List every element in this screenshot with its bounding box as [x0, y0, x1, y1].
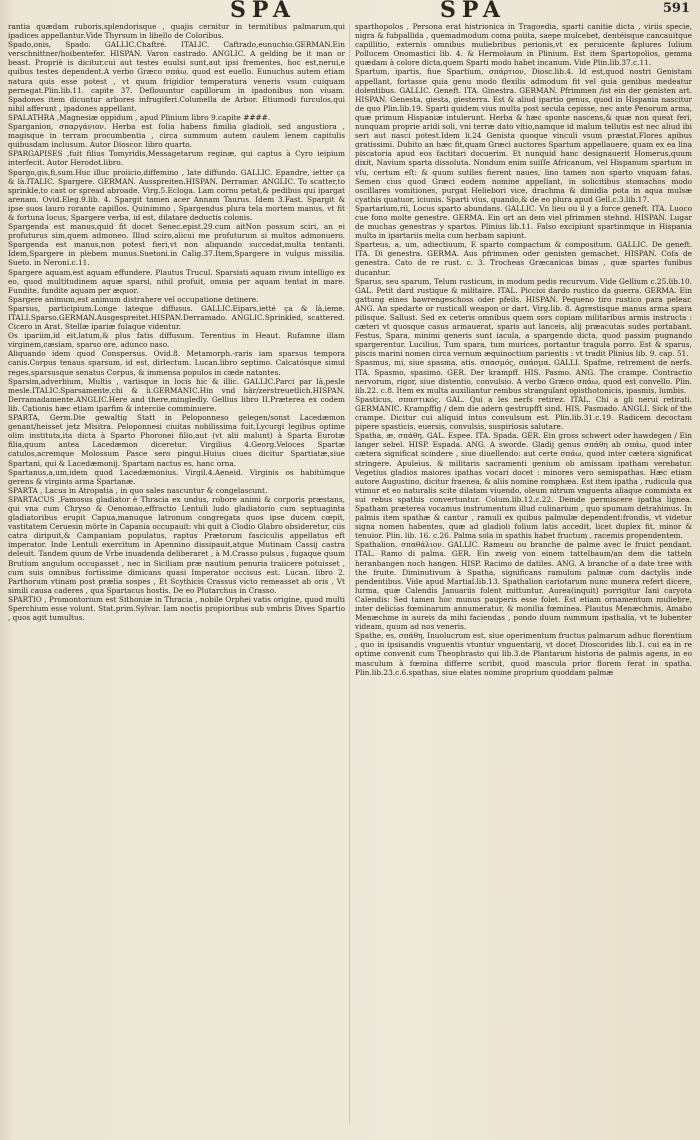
right-entry: Spasmus, mi, siue spasma, atis. σπασμός, σπάσμα. GALLI. Spafme, retrement de nerfs. ITA. Spasmo, spasimo. GER. Der krampff. HIS. Pasmo. ANG. The crampe. Contractio nervorum, rigor, siue distentio, convulsio. A verbo Græco σπάω, quod est convello. Plin. lib.22. c.8. Item ex multa auxiliantur rembus strangulant opisthotonicis, ipasmis, lumbis. — [355, 358, 692, 395]
left-entry: Spado,onis, Spado. GALLIC.Chaftré. ITALIC. Caftrado,eunuchio.GERMAN.Ein verschnittner/hoibentefer. HISPAN. Varon castrado. ANGLIC. A gelding be it man or beast. Propriè is dicitur,cui aut testes euulsi sunt,aut ipsi frementes, hoc est,nerui,e quibus testes dependent.A verbo Græco σπάω, quod est euello. Eunuchus autem etiam natura quis esse potest , vt quum frigidior temperatura veneris vsum cuiquam pernegat.Plin.lib.11. capite 37. Deflouuntur capillorum in ipadonibus non viuam. Spadones item dicuntur arbores infrugiferi.Columella de Arbor. Etiumodi furculos,qui nihil afferunt , ipadones appellant. — [8, 40, 345, 113]
column-divider — [349, 24, 350, 1124]
right-entry: Spartum, ipartis, fiue Spartium, σπάρτιον, Diosc.lib.4. Id est,quod nostri Genistam appellant, fortasse quia genu modo flexilis admodum fit vel quia genibus medeatur dolentibus. GALLIC. Geneft. ITA. Ginestra. GERMAN. Pfrimmen /ist ein der genisten art. HISPAN. Genesta, giesta, giesterra. Est & aliud ipartio genus, quod in Hispania nascitur de quo Plin.lib.19. Sparti quidem vius multa post secula cepisse, nec ante Penorum arma, quæ primum Hispaniæ intulerunt. Herba & hæc sponte nascens,& quæ non queat feri, nunquam proprie aridi soli, vni terræ dato vitio,namque id malum tellutis est nec aliud ibi seri aut nasci potest.Idem li.24 Genista quoque vinculi vsum præstat.Flores apibus gratissimi. Dubito an hæc fit,quam Græci auctores Spartum appellauere, quam ex ea lina piscatoria apud eos factitari docuerim. Et nunquid hanc designauerit Homerus,quum dixit, Navium sparta dissoluta. Nondum enim suiſſe Africanum, vel Hispanum spartum in vſu, certum eſt: & quum sutiles fierent naues, lino tamen non sparto vnquam fatas. Semen cius quod Græci eodem nomine appellant, in solicitibus stomachos modo oscillares vomitiones, purgat Heliebori vice, drachma & dimidia pota in aqua mulsæ cyathis quatuor, iciunis. Sparti vius, quando,& de eo plura apud Gell.c.3.lib.17. — [355, 67, 692, 204]
right-entry: Sparteus, a, um, adiectiuum, E sparto compactum & compositum. GALLIC. De geneft. ITA. Di genestra. GERMA. Aus pfrimmen oder genisten gemachet. HISPAN. Cofa de genestra. Cato de re rust. c. 3. Trocheas Græcanicas binas , quæ spartes funibus ducantur. — [355, 240, 692, 277]
right-entry: Spartarium,rii, Locus sparto abundans. GALLIC. Vn lieu ou il y a force geneft. ITA. Luoco cue fono molte genestre. GERMA. Ein ort an dem viel pfrimmen stehnd. HISPAN. Lugar de muchas genestras y spartos. Plinius lib.11. Falso excipiunt spartinmque in Hispania multa in ipartariis melia cum herbam sapiunt. — [355, 203, 692, 241]
left-entry: Spargere aquam,est aquam effundere. Plautus Trucul. Sparsisti aquam rivum intelligo ex eo, quod multitudinem aquæ sparsi, nihil profuit, omnia per aquam tentat in mare. Fundite, fundite aquam per æquor. — [8, 267, 345, 295]
left-entry: Os ipariim,id eit,latum,& plus fatis diffusum. Terentius in Heaut. Rufamne illam virginem,cæsiam, sparso ore, adunco naso. — [8, 331, 345, 350]
page-number: 591 — [662, 1, 690, 16]
left-entry: Spargenda est manus,quid fit docet Senec.epist.29.cum aitNon possum sciri, an ei profuturus sim,quem admoneo. Illud sciro,alicui me profuturum si multos admonuero. Spargenda est manus,non potest fieri,vt non aliquando succedat,multa tentanti. Idem,Spargere in plebem munus.Suetoni.in Calig.37.Item,Spargere in vulgus missilia. Sueto. in Neroni.c.11. — [8, 222, 345, 268]
page-header — [0, 0, 700, 22]
left-entry: rantia quædam ruboris,splendorisque , quajis cernitur in termitibus palmarum,qui ipadices appellantur.Vide Thyrsum in libello de Coloribus. — [8, 22, 345, 41]
left-entry: SPARTA , Lacus in Atropatia , in quo sales nascuntur & congelascunt. — [8, 485, 268, 495]
right-entry: Sparus, seu sparum, Telum rusticum, in modum pedis recurvum. Vide Gellium c.25.lib.10. GAL. Petit dard rustique & militaire. ITAL. Piccioi dardo rustico da guerra. GERMA. Ein gattung eines bawrengeschoss oder pfeils. HISPAN. Pequeno tiro rustico para pelear. ANG. An spedarte or rusticall weapon or dart. Virg.lib. 8. Agrestisque manus arma spara pilisque. Sallust. Sed ex ceteris omnibus quem sors copiam militaribus armis instructa : cæteri vt quosque casus armauerat, sparis aut lanceis, alij præacutas sudes portabant. Festus, Spara, minimi generis sunt iacula, a spargendo dicta, quod passim pugnando spargerentur. Lucilius, Tum spara, tum murices, portantur tragula porro. Est & sparus, piscis marini nomen circa vernum æquinoctium parientis : vt tradit Plinius lib. 9. cap. 51. — [355, 276, 692, 359]
left-entry: Sparsus, participium.Longe lateque diffusus. GALLIC.Eipars,ietté ça & là,ieme. ITALI.Sparso.GERMAN.Ausgespreitet.HISPAN.Derramado. ANGLIC.Sprinkled, scattered. Cicero in Arat. Stellæ ipariæ fulaque videntur. — [8, 303, 345, 332]
right-entry: Spathe, es, σπάθη, Inuolucrum est, siue operimentum fructus palmarum adhuc florentium , quo in ipsisandis vnguentis vtuntur vnguentarij, vt docet Dioscorides lib.1. cui ea in re optime convenit cum Theophrasto qui lib.3.de Plantarum historia de palmis agens, in eo masculum à fœmina differre scribit, quod mascula prior florem ferat in spatha. Plin.lib.23.c.6.spathas, siue elates nomine proprium quoddam palmæ — [355, 631, 692, 677]
left-entry: SPARTA, Germ.Die gewaltig Statt in Peloponneso gelegen/sonst Lacedæmon genant/heisset jetz Misitra. Peloponnesi ciuitas nobilissima fuit,Lycurgi legibus optime olim instituta,ita dicta à Sparto Phoronei filio,aut (vt alii malunt) à Sparta Eurotæ filia,quum antea Lacedæmon diceretur. Virgilius 4.Georg.Veloces Spartæ catulos,acremque Molossum Pasce sero pingui.Huius ciues dicitur Spartiatæ,siue Spartani, qui & Lacedæmonij. Spartam nactus es, hanc orna. — [8, 413, 345, 468]
left-entry: SPARTACUS ,Famosus gladiator è Thracia ex undus, robore animi & corporis præstans, qui vna cum Chryso & Oenomao,effractio Lentuli ludo gladiatorio cum septuaginta gladiatoribus erupit Capua,manuque latronum congregata quos ipse ducem cœpit, vastitatem Ceruesin mörte in Capania occupauit: vbi quit à Clodio Glabro obsideretur, ciis catra diripuit,& Campaniam populatus, raptus Prætorum fasciculis appellatus eft imperator. Inde Lentuli exercitum in Apennino dissipauit,atque Mutinam Cassij castra deleuit. Tandem quum de Vrbe inuadenda deliberaret , à M.Crasso pulsus , fugaque quum Brutium angulum occupasset , nec in Siciliam præ nautium penuria traiicere potuisset , cum suis omnibus fortissime dimicans quasi Imperator occisus est. Lucan. libro 2. Parthorum vtinam post prælia sospes , Et Scythicis Crassus victo remeasset ab oris , Vt simili causa caderes , qua Spartacus hostis. De eo Plutarchus in Crasso. — [8, 494, 345, 595]
left-entry: SPALATHRA ,Magnesiæ oppidum , apud Plinium libro 9.capite ####. — [8, 112, 271, 122]
right-entry: Spasticus, σπαστικός. GAL. Qui a les nerfs retirez. ITAL. Chi a gli nerui retirati. GERMANIC. Krampffig / dem die adern gestrupfft sind. HIS. Pasmado. ANGLI. Sick of the crampe. Dicitur cui aliquid intus convulsum est. Plin.lib.31.c.19. Radicem decoctam pipere spasticis, euersis, convulsis, suspiriosis salutare. — [355, 394, 692, 432]
right-column — [355, 22, 692, 1134]
right-entry: Spathalion, σπαθάλιον. GALLIC. Rameau ou branche de palme avec le fruict pendant. ITAL. Ramo di palma. GER. Ein zweig von einem tattelbaum/an dem die tatteln heranhangen noch hangen. HISP. Racimo de datiles. ANG. A branche of a date tree with the fruite. Diminutivum à Spatha, significans ramulum palmæ cum dactylis inde pendentibus. Vide apud Martial.lib.13. Spathalion cariotarum nunc munera refert dicere, lurma, quæ Calendis Januariis folent mittuntur. Aurea(inquit) porrigitur Iani caryota Calendis: Sed tamen hoc munus pauperis esse folet. Est etiam ornamentum muliebre, inter delicias fœminarum annumeratur, & monilia fœminea. Plautus Menæchmis, Amabo Menæchme in aureis da mihi faciendas , pondo duum nummum ipathalia, vt te lubenter videam, quum ad nos veneris. — [355, 540, 692, 632]
right-entry: sparthopolos , Persona erat histrionica in Tragoedia, sparti canitie dicta , viriis specie, nigra & fubpallida , quemadmodum coma poiita, saepe mulcebet, dentéisque cancauitque capillitio, externis omnibus muliebribus perionis,vt ex peruicente &plures Iulium Pollucem Onomastici lib. 4. & Hermolaum in Plinium. Est item Spartopolios, gemma quædam à colore dicta,quem Sparti modo habet incanum. Vide Plin.lib.37.c.11. — [355, 22, 692, 68]
left-entry: SPARTIO , Promontorium est Sithoniæ in Thracia , nobile Orphei vatis origine, quod multi Sperchium esse volunt. Stat.prim.Sylvar. Iam noctis propioribus sub vmbris Dives Spartio , quos agit tumultus. — [8, 594, 345, 623]
left-column — [8, 22, 345, 1134]
left-entry: Spargere animum,est animum distrahere vel occupatione detinere. — [8, 294, 259, 304]
right-entry: Spatha, æ, σπάθη. GAL. Espee. ITA. Spada. GER. Ein gross schwert oder hawdegen / Ein langer sebel. HISP. Espada. ANG. A sworde. Gladij genus σπάθη ab σπάω, quod inter cætera significat scindere , siue diuellendo: aut certe σπάω, quod inter cætera significat stringere. Apuleius, & militaris sacramenti genium ob amissam ipatham verebatur. Vegetius gladios maiores ipathas vocari docet : minores vero semispathas. Hæc etiam autore Augustino, dicitur fraenea, & aliis nomine romphæa. Est item ipatha , rudicula qua vtimur et eo naturalis scite dilatam viuendo, oleum nitrum vnguenta aliaque commixta ex sui rebus spathis convertuntur. Colum.lib.12.c.22. Deinde permiscere ipatha lignea. Spatham præterea vocamus instrumentum illud culinarium , quo spumam detrahimus. In palmis item spathæ & cantur , ramuli ex quibus palmulæ dependent:frondis, vt videtur signa nomen habentes, quæ ad gladioli folium latis accedit, licet duplex fit, minor & tenuior. Plin. lib. 16. c.26. Palma sola in spathis habet fructum , racemis propendentem. — [355, 431, 692, 541]
left-entry: Sparsim,adverbium, Multis , variisque in locis hic & illic. GALLIC.Parci par là,pesle mesle.ITALIC.Sparsamente,chi & li.GERMANIC.Hin vnd här/zerstreuetlich.HISPAN. Derramadamente.ANGLIC.Here and there,mingledly. Gellius libro II.Præterea ex codem lib. Cationis hæc etiam iparfim & interciie comminuere. — [8, 376, 345, 413]
left-entry: Spargo,gis,fi,sum.Huc illuc proiicio,diffemino , late diffundo. GALLIC. Epandre, ietter ça & là.ITALIC. Spargere. GERMAN. Ausspreiten.HISPAN. Derramar. ANGLIC. To scatter,to sprinkle,to cast or spread abroade. Virg.5.Ecloga. Lam cornu petat,& pedibus qui ipargat arenam. Ovid.Eleg.9.lib. 4. Spargit tamen acer Annam Taurus. Idem 3.Fast. Spargit & ipse suos lauro rorante capillos. Quinimmo , Spargendus plura tela mortem manus, vt fit & fortuna locus, Spargere verba, id est, dilatare deductis colonis. — [8, 167, 345, 222]
left-entry: Aliquando idem quod Conspersus. Ovid.8. Metamorph.-raris iam sparsus tempora canis.Corpus tenaus sparsum, id est, dirlectum. Lucan.libro septimo. Calcatósque simul reges,sparsusque senatus Corpus, & immensa populos in cæde natantes. — [8, 349, 345, 377]
left-title: SPA — [230, 0, 296, 23]
left-entry: Sparganion, σπαργάνιον. Herba est folia habens fimilia gladioli, sed angustiora , magisque in terram procumbentia , circa summum autem caulem lenem capitulis quibusdam inclusum. Autor Dioscor. libro quarto. — [8, 122, 345, 150]
right-title: SPA — [440, 0, 506, 23]
left-entry: Spartanus,a,um,idem quod Lacedæmonius. Virgil.4.Aeneid. Virginis os habitúmque gerens & virginis arma Spartanæ. — [8, 467, 345, 486]
left-entry: SPARGAPISES ,fuit filius Tomyridis,Messagetarum reginæ, qui captus à Cyro ieipium interfecit. Autor Herodot.libro. — [8, 149, 345, 168]
